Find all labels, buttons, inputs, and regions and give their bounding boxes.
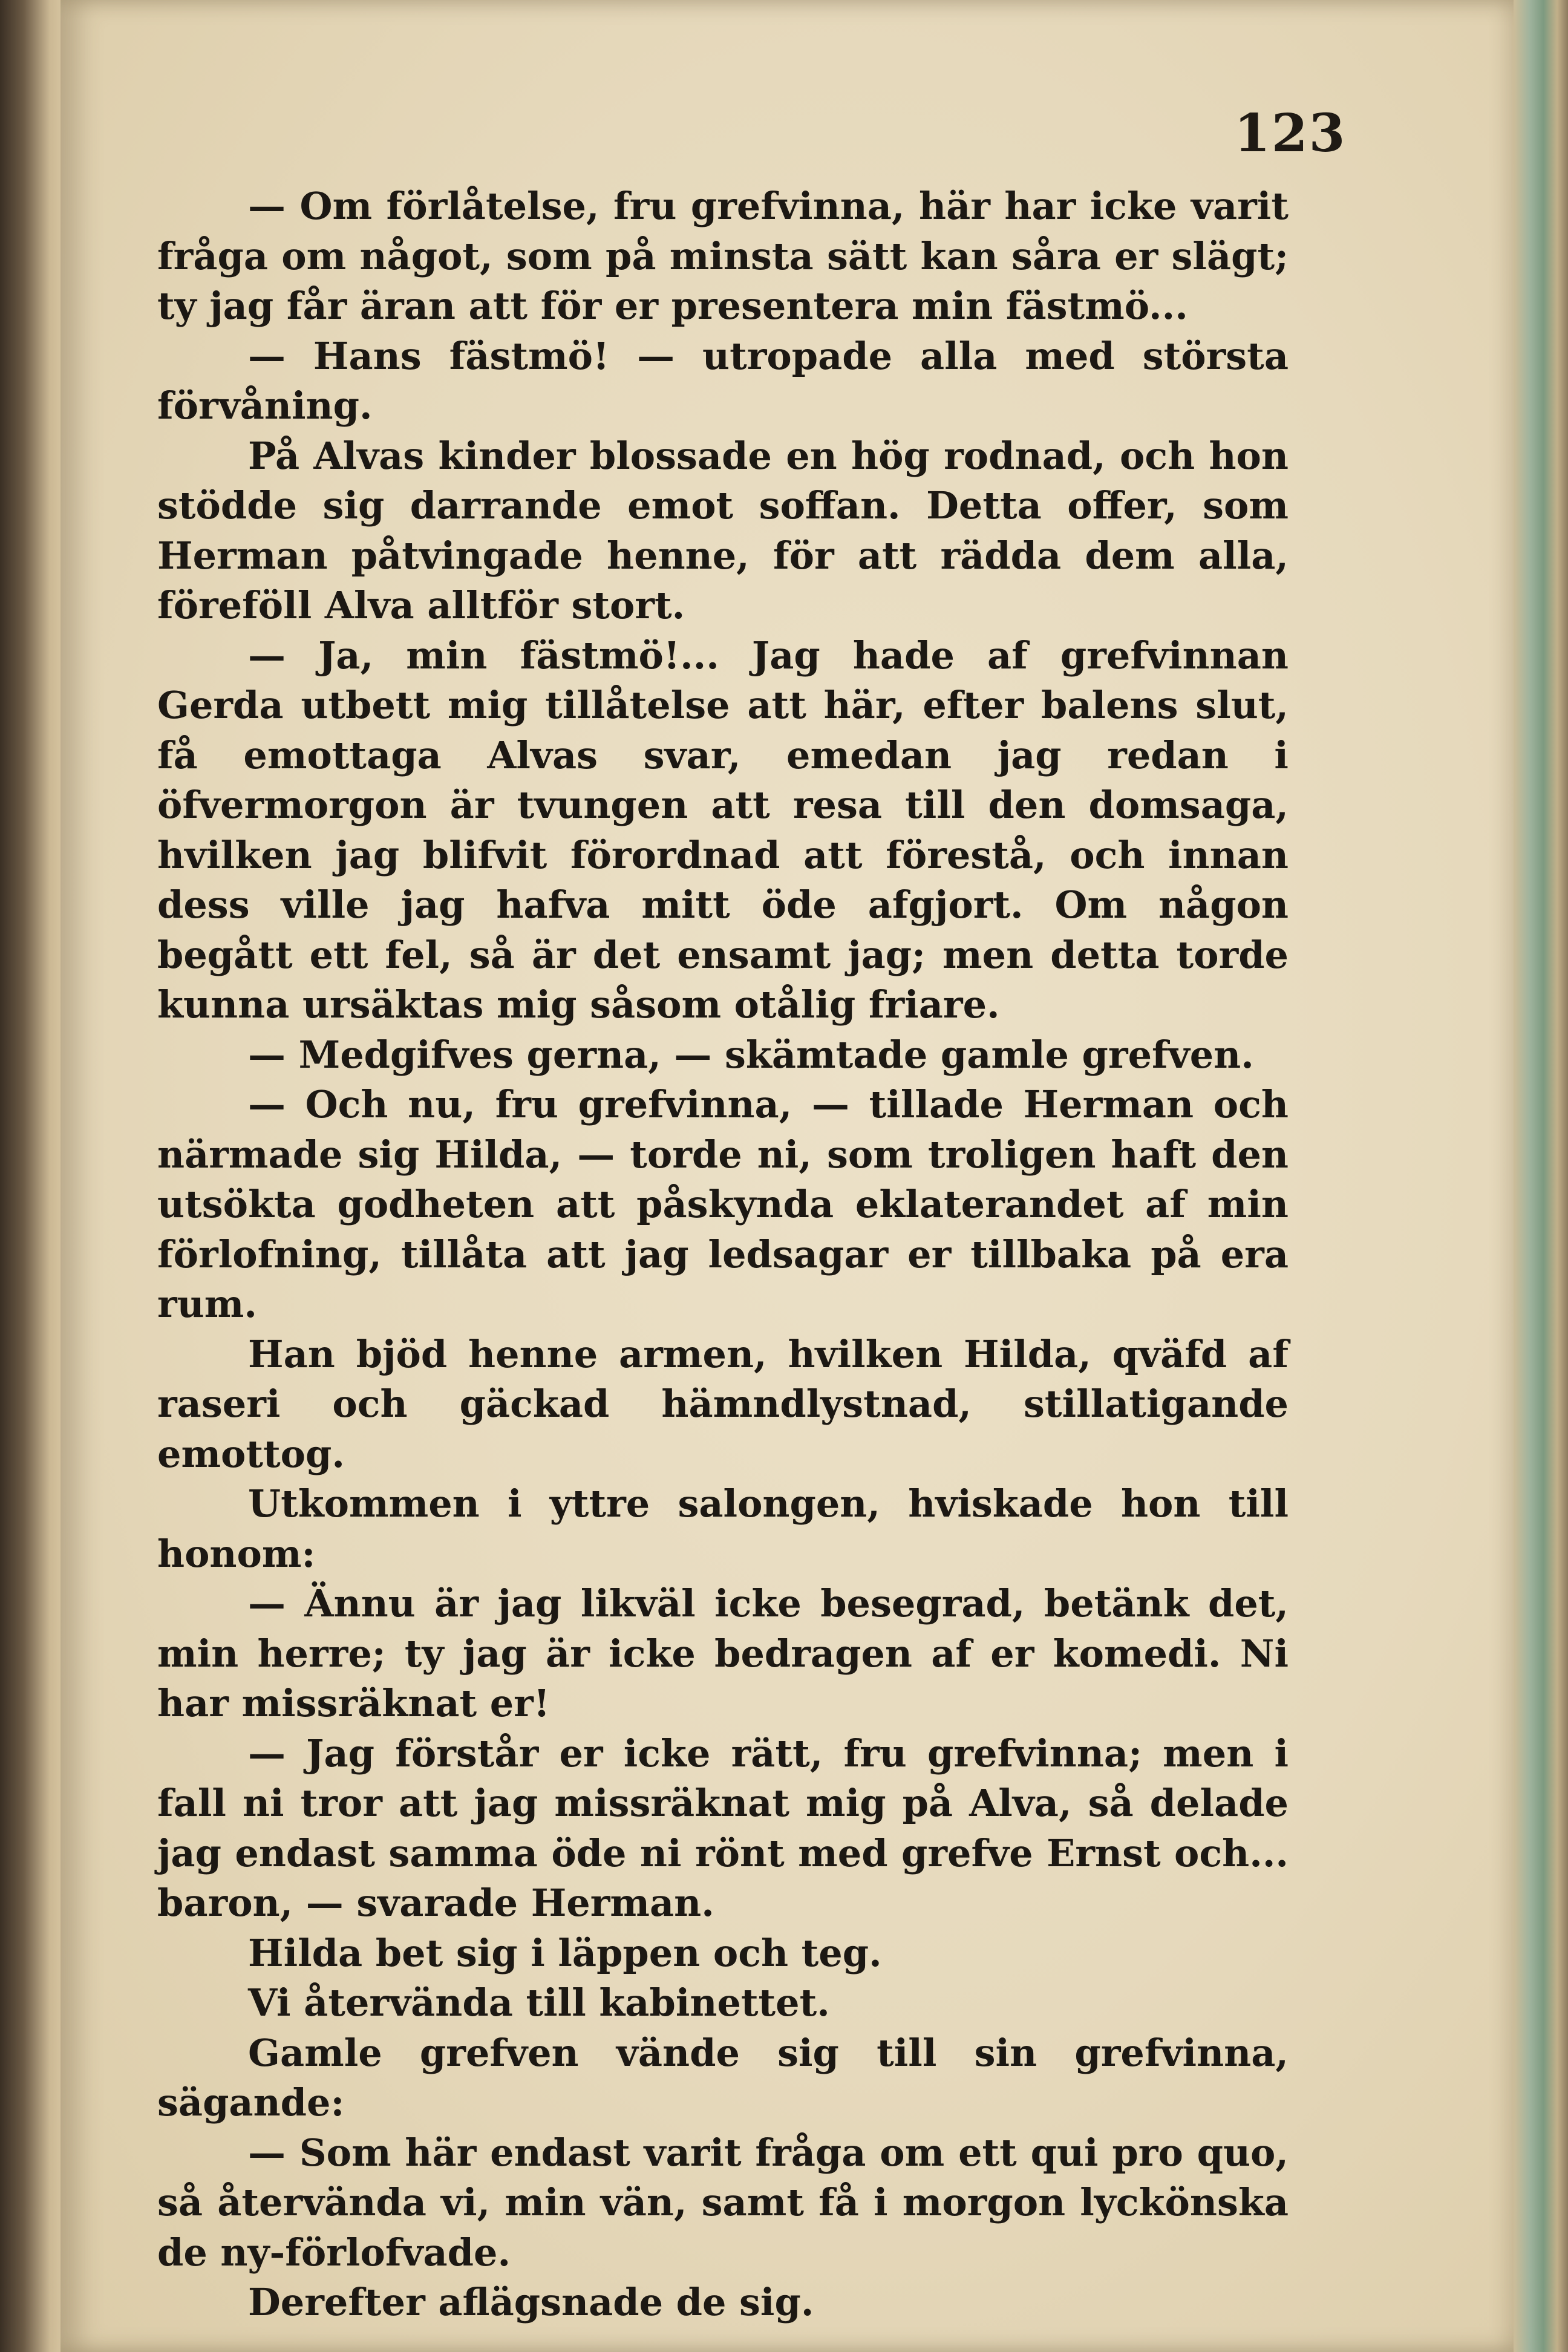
paragraph: — Medgifves gerna, — skämtade gamle grefven.	[248, 1032, 1254, 1077]
paragraph: — Som här endast varit fråga om ett qui pro quo, så återvända vi, min vän, samt få i morgon lyckönska de ny-förlofvade.	[157, 2130, 1289, 2275]
paragraph: På Alvas kinder blossade en hög rodnad, och hon stödde sig darrande emot soffan. Detta offer, som Herman påtvingade henne, för att rädda dem alla, föreföll Alva alltför stort.	[157, 433, 1289, 627]
page-edge	[1514, 0, 1568, 2352]
paragraph: Derefter aflägsnade de sig.	[248, 2280, 814, 2324]
paragraph: — Och nu, fru grefvinna, — tillade Herman och närmade sig Hilda, — torde ni, som troligen haft den utsökta godheten att påskynda eklaterandet af min förlofning, tillåta att jag ledsagar er tillbaka på era rum.	[157, 1082, 1289, 1326]
paragraph: Utkommen i yttre salongen, hviskade hon till honom:	[157, 1481, 1289, 1576]
page-number: 123	[1234, 103, 1347, 164]
paragraph: — Ännu är jag likväl icke besegrad, betänk det, min herre; ty jag är icke bedragen af er komedi. Ni har missräknat er!	[157, 1581, 1289, 1725]
paragraph: Han bjöd henne armen, hvilken Hilda, qväfd af raseri och gäckad hämndlystnad, stillatigande emottog.	[157, 1331, 1289, 1476]
paragraph: — Ja, min fästmö!... Jag hade af grefvinnan Gerda utbett mig tillåtelse att här, efter balens slut, få emottaga Alvas svar, emedan jag redan i öfvermorgon är tvungen att resa till den domsaga, hvilken jag blifvit förordnad att förestå, och innan dess ville jag hafva mitt öde afgjort. Om någon begått ett fel, så är det ensamt jag; men detta torde kunna ursäktas mig såsom otålig friare.	[157, 633, 1289, 1027]
paragraph: — Hans fästmö! — utropade alla med största förvåning.	[157, 333, 1289, 428]
book-page	[60, 0, 1518, 2352]
paragraph: Hilda bet sig i läppen och teg.	[248, 1930, 882, 1975]
page-text	[157, 181, 1289, 2328]
paragraph: Vi återvända till kabinettet.	[248, 1981, 830, 2025]
paragraph: Gamle grefven vände sig till sin grefvinna, sägande:	[157, 2030, 1289, 2125]
book-binding	[0, 0, 67, 2352]
paragraph: — Jag förstår er icke rätt, fru grefvinna; men i fall ni tror att jag missräknat mig på Alva, så delade jag endast samma öde ni rönt med grefve Ernst och... baron, — svarade Herman.	[157, 1731, 1289, 1925]
paragraph: — Om förlåtelse, fru grefvinna, här har icke varit fråga om något, som på minsta sätt kan såra er slägt; ty jag får äran att för er presentera min fästmö...	[157, 184, 1289, 328]
